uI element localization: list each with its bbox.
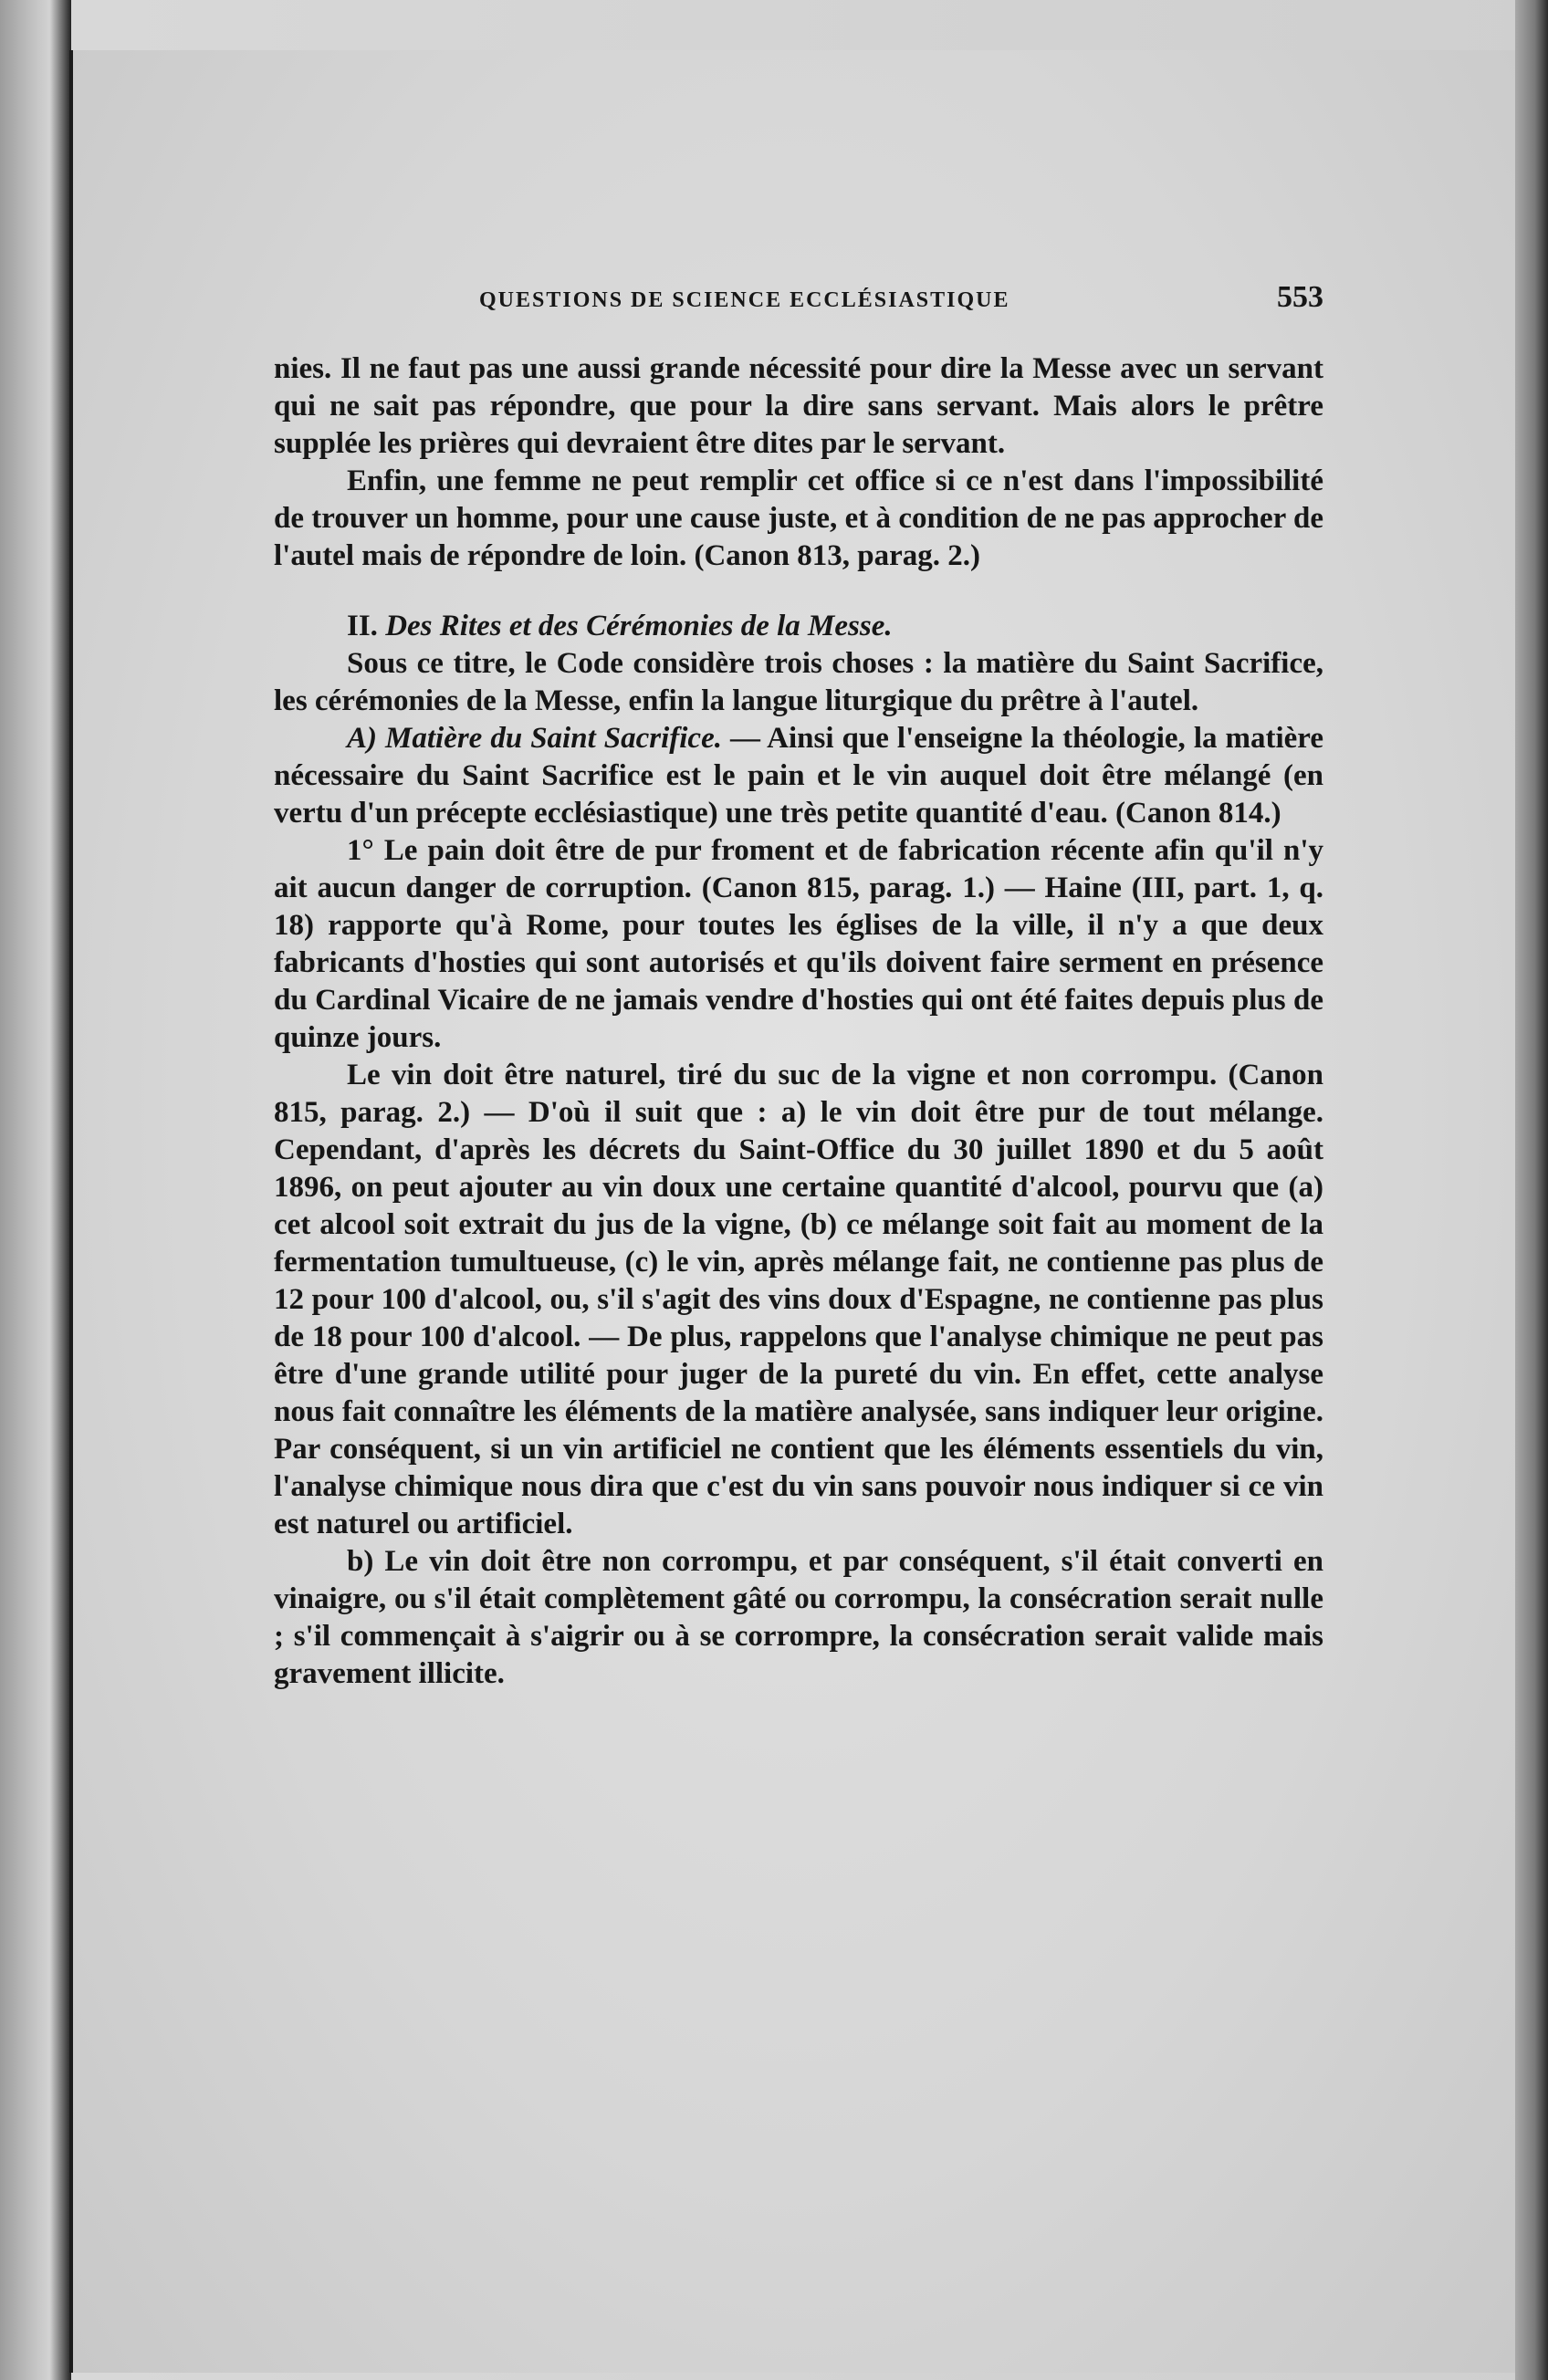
paragraph-wine: Le vin doit être naturel, tiré du suc de la vigne et non corrompu. (Canon 815, parag. 2.) — D'où il suit que : a) le vin doit être pur de tout mélange. Cependant, d'après les décrets du Saint-Office du 30 juillet 1890 et du 5 août 1896, on peut ajouter au vin doux une certaine quantité d'alcool, pourvu que (a) cet alcool soit extrait du jus de la vigne, (b) ce mélange soit fait au moment de la fermentation tumultueuse, (c) le vin, après mélange fait, ne contienne pas plus de 12 pour 100 d'alcool, ou, s'il s'agit des vins doux d'Espagne, ne contienne pas plus de 18 pour 100 d'alcool. — De plus, rappelons que l'analyse chimique ne peut pas être d'une grande utilité pour juger de la pureté du vin. En effet, cette analyse nous fait connaître les éléments de la matière analysée, sans indiquer leur origine. Par conséquent, si un vin artificiel ne contient que les éléments essentiels du vin, l'analyse chimique nous dira que c'est du vin sans pouvoir nous indiquer si ce vin est naturel ou artificiel. [274,1059,1323,1540]
paragraph-matter-of-sacrifice [274,720,1323,832]
subsection-label: A) Matière du Saint Sacrifice. [347,722,722,755]
page-text-block [274,278,1323,1693]
paragraph-bread: 1° Le pain doit être de pur froment et de fabrication récente afin qu'il n'y ait aucun danger de corruption. (Canon 815, parag. 1.) — Haine (III, part. 1, q. 18) rapporte qu'à Rome, pour toutes les églises de la ville, il n'y a que deux fabricants d'hosties qui sont autorisés et qu'ils doivent faire serment en présence du Cardinal Vicaire de ne jamais vendre d'hosties qui ont été faites depuis plus de quinze jours. [274,834,1323,1054]
running-title: QUESTIONS DE SCIENCE ECCLÉSIASTIQUE [479,288,1010,312]
section-heading [274,608,1323,645]
paragraph-corrupted-wine: b) Le vin doit être non corrompu, et par conséquent, s'il était converti en vinaigre, ou s'il était complètement gâté ou corrompu, la consécration serait nulle ; s'il commençait à s'aigrir ou à se corrompre, la consécration serait valide mais gravement illicite. [274,1545,1323,1690]
paragraph-continuation: nies. Il ne faut pas une aussi grande nécessité pour dire la Messe avec un servant qui ne sait pas répondre, que pour la dire sans servant. Mais alors le prêtre supplée les prières qui devraient être dites par le servant. [274,352,1323,460]
paragraph-code-overview: Sous ce titre, le Code considère trois choses : la matière du Saint Sacrifice, les cérémonies de la Messe, enfin la langue liturgique du prêtre à l'autel. [274,647,1323,717]
paragraph-woman-server: Enfin, une femme ne peut remplir cet office si ce n'est dans l'impossibilité de trouver un homme, pour une cause juste, et à condition de ne pas approcher de l'autel mais de répondre de loin. (Canon 813, parag. 2.) [274,465,1323,572]
section-number: II. [347,610,378,642]
paragraph-matter-text: — Ainsi que l'enseigne la théologie, la matière nécessaire du Saint Sacrifice est le pain et le vin auquel doit être mélangé (en vertu d'un précepte ecclésiastique) une très petite quantité d'eau. (Canon 814.) [274,722,1323,830]
page-right-edge [1515,0,1548,2380]
section-title: Des Rites et des Cérémonies de la Messe. [385,610,893,642]
running-head [274,278,1323,319]
book-binding-edge [0,0,71,2380]
page-number: 553 [1277,280,1323,314]
